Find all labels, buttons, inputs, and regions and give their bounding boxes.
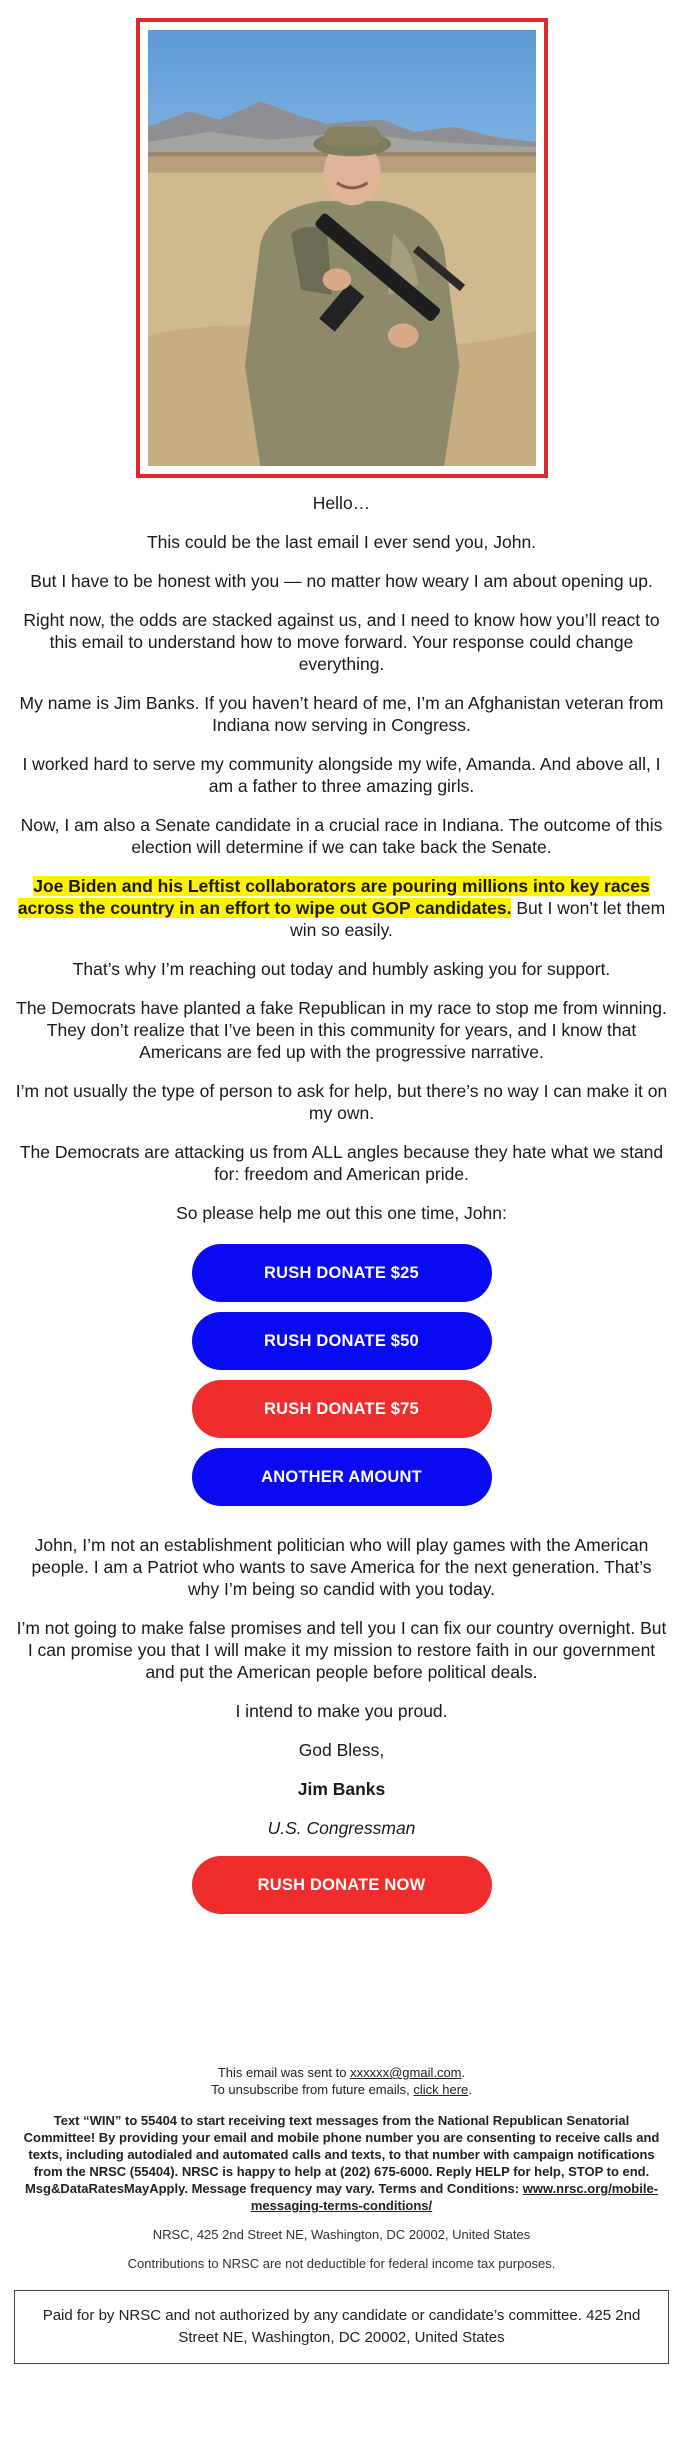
signature-name: Jim Banks: [297, 1779, 386, 1799]
donate-button-group: [14, 1244, 669, 1506]
sign-off: God Bless,: [298, 1740, 385, 1760]
greeting-text: Hello…: [312, 493, 371, 513]
body-paragraph: The Democrats are attacking us from ALL angles because they hate what we stand for: freedom and American pride.: [19, 1142, 664, 1184]
email-page: [0, 18, 683, 2364]
email-footer: [0, 2064, 683, 2272]
body-paragraph: John, I’m not an establishment politician who will play games with the American people. I am a Patriot who wants to save America for the next generation. That’s why I’m being so candid with you today.: [31, 1535, 652, 1599]
recipient-email-link[interactable]: xxxxxx@gmail.com: [350, 2065, 462, 2080]
body-paragraph: I worked hard to serve my community alongside my wife, Amanda. And above all, I am a father to three amazing girls.: [22, 754, 661, 796]
body-paragraph: This could be the last email I ever send you, John.: [146, 532, 537, 552]
body-text: But I won’t let them win so easily.: [290, 898, 666, 940]
body-paragraph: That’s why I’m reaching out today and humbly asking you for support.: [72, 959, 611, 979]
sent-to-line: This email was sent to xxxxxx@gmail.com.: [217, 2065, 466, 2080]
email-body: [0, 492, 683, 1914]
signature-title: U.S. Congressman: [267, 1818, 416, 1838]
terms-link[interactable]: www.nrsc.org/mobile-messaging-terms-conditions/: [250, 2181, 659, 2213]
footer-address: NRSC, 425 2nd Street NE, Washington, DC 20002, United States: [152, 2227, 531, 2242]
hero-image-frame: [136, 18, 548, 478]
body-paragraph: My name is Jim Banks. If you haven’t heard of me, I’m an Afghanistan veteran from Indiana now serving in Congress.: [19, 693, 664, 735]
sms-legal-text: Text “WIN” to 55404 to start receiving text messages from the National Republican Senatorial Committee! By providing your email and mobile phone number you are consenting to receive calls and texts, including autodialed and automated calls and texts, to that number with campaign notifications from the NRSC (55404). NRSC is happy to help at (202) 675-6000. Reply HELP for help, STOP to end. Msg&DataRatesMayApply. Message frequency may vary. Terms and Conditions: www.nrsc.org/mobile-messaging-terms-conditions/: [23, 2113, 660, 2213]
body-paragraph: I’m not usually the type of person to ask for help, but there’s no way I can make it on my own.: [15, 1081, 668, 1123]
paid-for-disclaimer: Paid for by NRSC and not authorized by any candidate or candidate’s committee. 425 2nd Street NE, Washington, DC 20002, United States: [14, 2290, 669, 2364]
donate-25-button[interactable]: RUSH DONATE $25: [192, 1244, 492, 1302]
body-paragraph: But I have to be honest with you — no matter how weary I am about opening up.: [30, 571, 653, 591]
highlight-paragraph: [14, 875, 669, 941]
body-paragraph: The Democrats have planted a fake Republican in my race to stop me from winning. They don’t realize that I’ve been in this community for years, and I know that Americans are fed up with the progressive narrative.: [16, 998, 667, 1062]
highlighted-text: Joe Biden and his Leftist collaborators are pouring millions into key races across the country in an effort to wipe out GOP candidates.: [17, 876, 650, 918]
body-paragraph: So please help me out this one time, John:: [176, 1203, 507, 1223]
another-amount-button[interactable]: ANOTHER AMOUNT: [192, 1448, 492, 1506]
body-paragraph: I’m not going to make false promises and tell you I can fix our country overnight. But I can promise you that I will make it my mission to restore faith in our government and put the American people before political deals.: [16, 1618, 667, 1682]
tax-notice: Contributions to NRSC are not deductible for federal income tax purposes.: [127, 2256, 556, 2271]
hero-photo: [148, 30, 536, 466]
unsubscribe-line: To unsubscribe from future emails, click here.: [211, 2082, 472, 2097]
donate-50-button[interactable]: RUSH DONATE $50: [192, 1312, 492, 1370]
body-paragraph: Now, I am also a Senate candidate in a crucial race in Indiana. The outcome of this election will determine if we can take back the Senate.: [20, 815, 663, 857]
body-paragraph: Right now, the odds are stacked against us, and I need to know how you’ll react to this email to understand how to move forward. Your response could change everything.: [23, 610, 660, 674]
donate-now-button[interactable]: RUSH DONATE NOW: [192, 1856, 492, 1914]
body-paragraph: I intend to make you proud.: [235, 1701, 448, 1721]
donate-75-button[interactable]: RUSH DONATE $75: [192, 1380, 492, 1438]
unsubscribe-link[interactable]: click here: [413, 2082, 469, 2097]
soldier-photo-illustration: [148, 30, 536, 466]
